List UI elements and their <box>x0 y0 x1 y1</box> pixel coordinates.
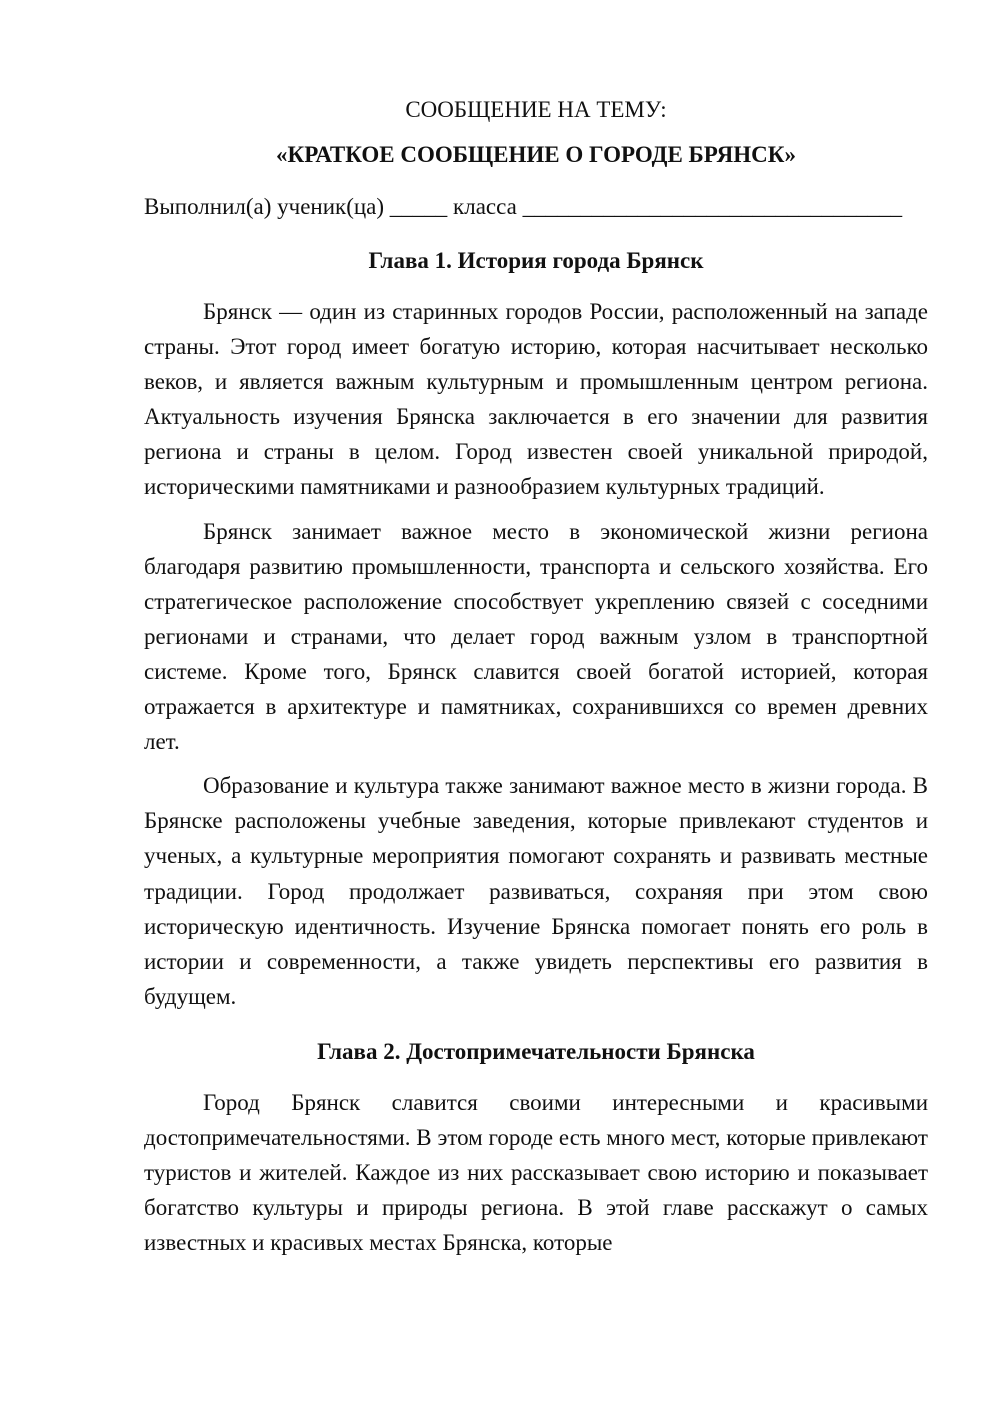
chapter-1-paragraph-2: Брянск занимает важное место в экономической жизни региона благодаря развитию промышленности, транспорта и сельского хозяйства. Его стратегическое расположение способствует укреплению связей с соседними регионами и странами, что делает город важным узлом в транспортной системе. Кроме того, Брянск славится своей богатой историей, которая отражается в архитектуре и памятниках, сохранившихся со времен древних лет. <box>144 518 928 755</box>
chapter-1-paragraph-3: Образование и культура также занимают важное место в жизни города. В Брянске расположены учебные заведения, которые привлекают студентов и ученых, а культурные мероприятия помогают сохранять и развивать местные традиции. Город продолжает развиваться, сохраняя при этом свою историческую идентичность. Изучение Брянска помогает понять его роль в истории и современности, а также увидеть перспективы его развития в будущем. <box>144 773 928 1009</box>
chapter-2-paragraph-1: Город Брянск славится своими интересными и красивыми достопримечательностями. В этом городе есть много мест, которые привлекают туристов и жителей. Каждое из них рассказывает свою историю и показывает богатство культуры и природы региона. В этой главе расскажут о самых известных и красивых местах Брянска, которые <box>144 1089 928 1256</box>
document-subtitle: СООБЩЕНИЕ НА ТЕМУ: <box>405 97 667 122</box>
student-info-line: Выполнил(а) ученик(ца) _____ класса _________________________________ <box>144 194 903 219</box>
document-title: «КРАТКОЕ СООБЩЕНИЕ О ГОРОДЕ БРЯНСК» <box>276 142 796 167</box>
document-page <box>144 92 928 1260</box>
chapter-2-heading: Глава 2. Достопримечательности Брянска <box>317 1038 755 1064</box>
chapter-1-paragraph-1: Брянск — один из старинных городов России, расположенный на западе страны. Этот город имеет богатую историю, которая насчитывает несколько веков, и является важным культурным и промышленным центром региона. Актуальность изучения Брянска заключается в его значении для развития региона и страны в целом. Город известен своей уникальной природой, историческими памятниками и разнообразием культурных традиций. <box>144 299 928 500</box>
chapter-1-heading: Глава 1. История города Брянск <box>368 248 704 273</box>
